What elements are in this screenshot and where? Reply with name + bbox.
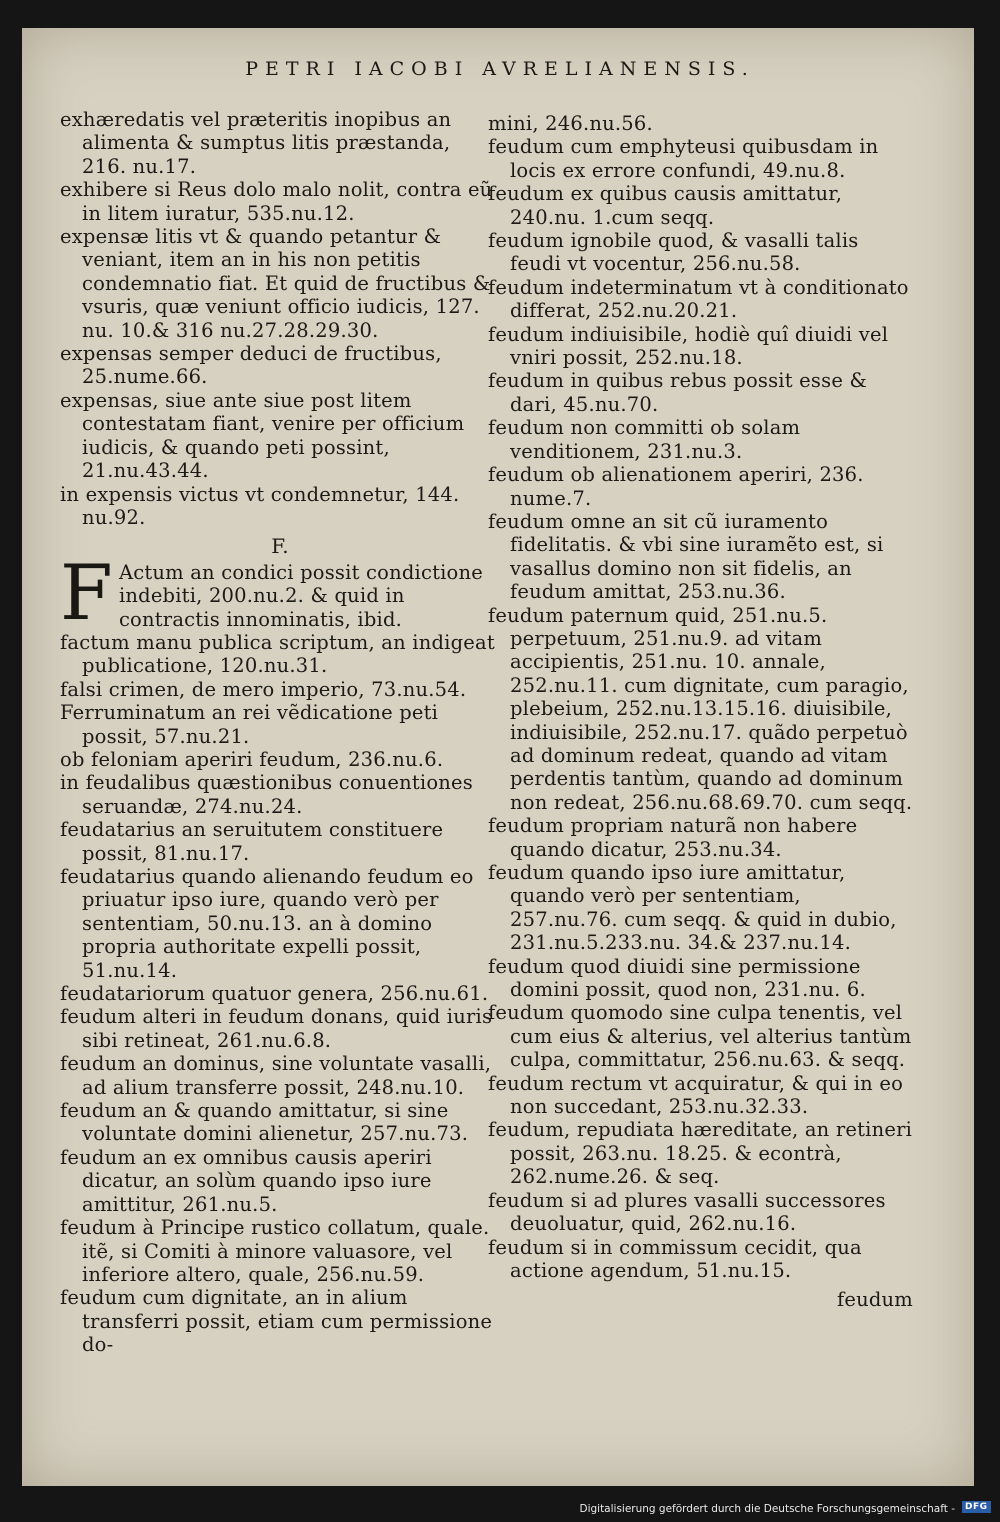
index-entry: feudatariorum quatuor genera, 256.nu.61. — [60, 982, 489, 1006]
index-entry: feudum indeterminatum vt à conditionato differat, 252.nu.20.21. — [488, 275, 909, 323]
index-entry: feudum rectum vt acquiratur, & qui in eo non succedant, 253.nu.32.33. — [488, 1071, 904, 1119]
index-entry: feudum quomodo sine culpa tenentis, vel cum eius & alterius, vel alterius tantùm culpa, committatur, 256.nu.63. & seqq. — [488, 1001, 912, 1072]
entries-before-section — [60, 108, 500, 529]
index-entry: feudum si in commissum cecidit, qua actione agendum, 51.nu.15. — [488, 1235, 862, 1282]
dropcap-entry — [60, 547, 500, 637]
index-entry: feudum non committi ob solam venditionem, 231.nu.3. — [488, 416, 801, 463]
dfg-logo: DFG — [962, 1501, 991, 1513]
index-entry: in feudalibus quæstionibus conuentiones seruandæ, 274.nu.24. — [60, 771, 473, 818]
right-column — [488, 112, 913, 1312]
index-entry: feudum quod diuidi sine permissione domini possit, quod non, 231.nu. 6. — [488, 954, 866, 1002]
index-entry: feudum à Principe rustico collatum, quale. itẽ, si Comiti à minore valuasore, vel inferiore altero, quale, 256.nu.59. — [60, 1216, 490, 1286]
running-header: PETRI IACOBI AVRELIANENSIS. — [245, 58, 755, 80]
index-entry: expensæ litis vt & quando petantur & veniant, item an in his non petitis condemnatio fiat. Et quid de fructibus & vsuris, quæ veniunt officio iudicis, 127. nu. 10.& 316 nu.27.28.29.30. — [60, 225, 491, 342]
index-entry: feudum an dominus, sine voluntate vasalli, ad alium transferre possit, 248.nu.10. — [60, 1052, 492, 1099]
index-entry: feudum in quibus rebus possit esse & dari, 45.nu.70. — [488, 369, 868, 416]
index-entry: feudum an ex omnibus causis aperiri dicatur, an solùm quando ipso iure amittitur, 261.nu.5. — [60, 1145, 432, 1216]
index-entry: feudum propriam naturã non habere quando dicatur, 253.nu.34. — [488, 814, 858, 861]
entries-after-section — [60, 631, 500, 1357]
index-entry: feudum paternum quid, 251.nu.5. perpetuum, 251.nu.9. ad vitam accipientis, 251.nu. 10. annale, 252.nu.11. cum dignitate, cum paragio, plebeium, 252.nu.13.15.16. diuisibile, indiuisibile, 252.nu.17. quãdo perpetuò ad dominum redeat, quando ad vitam perdentis tantùm, quando ad dominum non redeat, 256.nu.68.69.70. cum seqq. — [488, 603, 913, 814]
dropcap-entry-text: Actum an condici possit condictione indebiti, 200.nu.2. & quid in contractis innominatis, ibid. — [118, 560, 483, 631]
index-entry: mini, 246.nu.56. — [488, 112, 653, 135]
index-entry: feudum cum dignitate, an in alium transferri possit, etiam cum permissione do- — [60, 1286, 493, 1357]
index-entry: feudum ex quibus causis amittatur, 240.nu. 1.cum seqq. — [488, 182, 843, 229]
index-entry: feudum, repudiata hæreditate, an retineri possit, 263.nu. 18.25. & econtrà, 262.nume.26. & seq. — [488, 1118, 913, 1189]
right-entries — [488, 112, 913, 1282]
index-entry: exhibere si Reus dolo malo nolit, contra eũ in litem iuratur, 535.nu.12. — [60, 178, 493, 225]
index-entry: feudum an & quando amittatur, si sine voluntate domini alienetur, 257.nu.73. — [60, 1099, 469, 1146]
index-entry: falsi crimen, de mero imperio, 73.nu.54. — [60, 677, 467, 701]
index-entry: ob feloniam aperiri feudum, 236.nu.6. — [60, 747, 444, 771]
index-entry: feudum indiuisibile, hodiè quî diuidi vel vniri possit, 252.nu.18. — [488, 322, 889, 370]
index-entry: feudum omne an sit cũ iuramento fidelitatis. & vbi sine iuramẽto est, si vasallus domino non sit fidelis, an feudum amittat, 253.nu.36. — [488, 509, 884, 604]
index-entry: Ferruminatum an rei vẽdicatione peti possit, 57.nu.21. — [60, 701, 439, 748]
index-entry: expensas, siue ante siue post litem contestatam fiant, venire per officium iudicis, & quando peti possint, 21.nu.43.44. — [60, 388, 465, 483]
index-entry: feudum alteri in feudum donans, quid iuris sibi retineat, 261.nu.6.8. — [60, 1005, 493, 1052]
index-entry: factum manu publica scriptum, an indigeat publicatione, 120.nu.31. — [60, 630, 495, 678]
index-entry: feudum quando ipso iure amittatur, quando verò per sententiam, 257.nu.76. cum seqq. & quid in dubio, 231.nu.5.233.nu. 34.& 237.nu.14. — [488, 861, 897, 955]
index-entry: feudum ignobile quod, & vasalli talis feudi vt vocentur, 256.nu.58. — [488, 229, 859, 276]
index-entry: feudatarius quando alienando feudum eo priuatur ipso iure, quando verò per sententiam, 50.nu.13. an à domino propria authoritate expelli possit, 51.nu.14. — [60, 865, 474, 982]
dropcap-letter: F — [60, 547, 113, 637]
index-entry: exhæredatis vel præteritis inopibus an alimenta & sumptus litis præstanda, 216. nu.17. — [60, 108, 452, 178]
index-entry: in expensis victus vt condemnetur, 144. nu.92. — [60, 482, 460, 529]
catchword: feudum — [836, 1288, 913, 1312]
section-letter: F. — [271, 534, 289, 559]
index-entry: feudatarius an seruitutem constituere possit, 81.nu.17. — [60, 818, 444, 865]
digitization-credit: Digitalisierung gefördert durch die Deutsche Forschungsgemeinschaft - — [579, 1503, 955, 1515]
index-entry: feudum ob alienationem aperiri, 236. nume.7. — [488, 463, 864, 510]
left-column — [60, 108, 500, 1357]
index-entry: expensas semper deduci de fructibus, 25.nume.66. — [60, 342, 442, 389]
index-entry: feudum cum emphyteusi quibusdam in locis ex errore confundi, 49.nu.8. — [488, 135, 879, 182]
index-entry: feudum si ad plures vasalli successores deuoluatur, quid, 262.nu.16. — [488, 1188, 886, 1236]
